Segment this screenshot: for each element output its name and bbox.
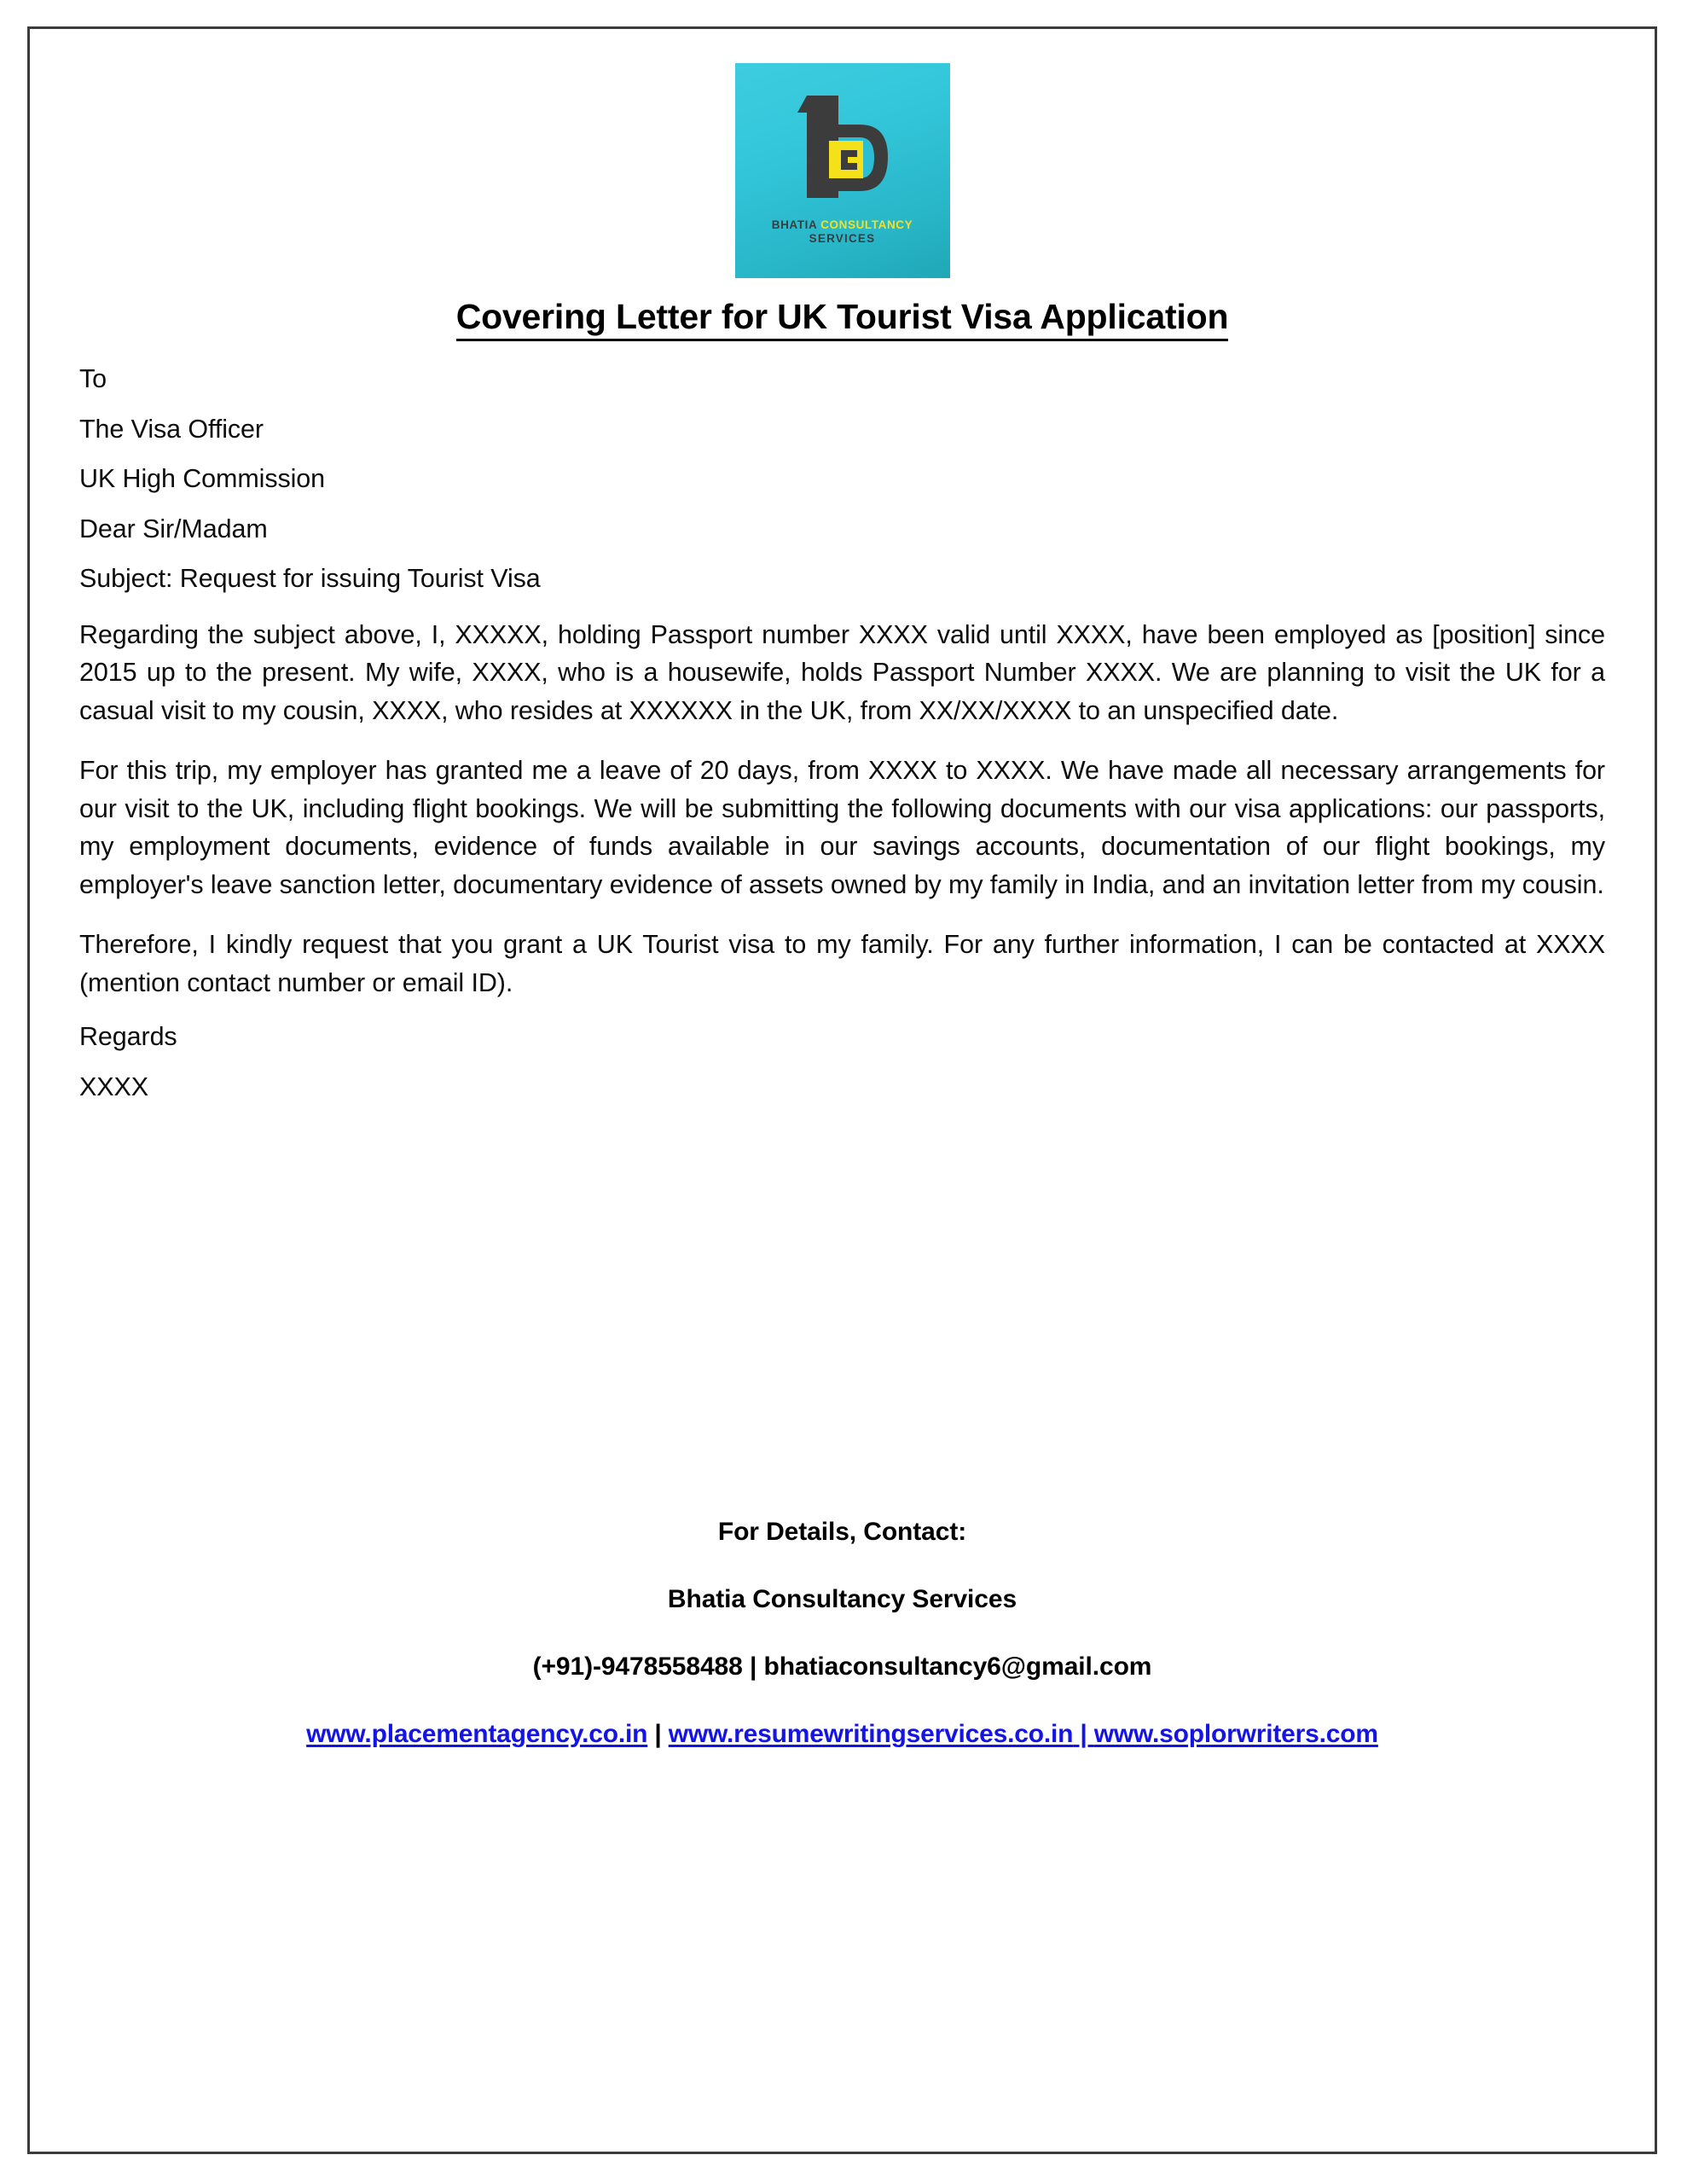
footer-company-name: Bhatia Consultancy Services xyxy=(667,1585,1017,1613)
logo-brand-consultancy: CONSULTANCY xyxy=(820,218,913,231)
link-separator-2: | xyxy=(1073,1720,1094,1748)
logo-b-mark-icon xyxy=(779,90,907,208)
salutation: Dear Sir/Madam xyxy=(79,514,268,543)
subject-line: Subject: Request for issuing Tourist Visa xyxy=(79,564,541,593)
footer-contact-block xyxy=(79,1518,1605,1749)
address-line-recipient: The Visa Officer xyxy=(79,414,264,444)
signature-name: XXXX xyxy=(79,1072,148,1101)
body-paragraph-3: Therefore, I kindly request that you grant a UK Tourist visa to my family. For any further information, I can be contacted at XXXX (mention contact number or email ID). xyxy=(79,930,1605,997)
link-separator-1: | xyxy=(647,1720,669,1748)
body-paragraph-1: Regarding the subject above, I, XXXXX, holding Passport number XXXX valid until XXXX, have been employed as [position] since 2015 up to the present. My wife, XXXX, who is a housewife, holds Passport Number XXXX. We are planning to visit the UK for a casual visit to my cousin, XXXX, who resides at XXXXXX in the UK, from XX/XX/XXXX to an unspecified date. xyxy=(79,619,1605,725)
page-title-text: Covering Letter for UK Tourist Visa Application xyxy=(456,297,1229,341)
letter-body xyxy=(79,366,1605,1100)
document-page xyxy=(27,26,1657,2154)
footer-link-placementagency[interactable]: www.placementagency.co.in xyxy=(306,1720,648,1748)
footer-links xyxy=(79,1720,1605,1749)
address-line-to: To xyxy=(79,364,107,393)
footer-link-soplorwriters[interactable]: www.soplorwriters.com xyxy=(1093,1720,1378,1748)
page-title xyxy=(79,297,1605,337)
page-content xyxy=(30,29,1655,2152)
logo-wordmark xyxy=(735,218,950,247)
logo-container xyxy=(79,63,1605,278)
footer-contact-line: (+91)-9478558488 | bhatiaconsultancy6@gmail.com xyxy=(532,1653,1152,1681)
logo-brand-services: SERVICES xyxy=(809,232,876,246)
company-logo xyxy=(735,63,950,278)
body-paragraph-2: For this trip, my employer has granted me a leave of 20 days, from XXXX to XXXX. We have made all necessary arrangements for our visit to the UK, including flight bookings. We will be submitting the following documents with our visa applications: our passports, my employment documents, evidence of funds available in our savings accounts, documentation of our flight bookings, my employer's leave sanction letter, documentary evidence of assets owned by my family in India, and an invitation letter from my cousin. xyxy=(79,756,1605,899)
address-line-organization: UK High Commission xyxy=(79,464,326,493)
footer-link-resumewritingservices[interactable]: www.resumewritingservices.co.in xyxy=(668,1720,1074,1748)
closing-regards: Regards xyxy=(79,1022,177,1052)
logo-brand-bhatia: BHATIA xyxy=(771,218,821,231)
footer-heading: For Details, Contact: xyxy=(717,1518,967,1546)
